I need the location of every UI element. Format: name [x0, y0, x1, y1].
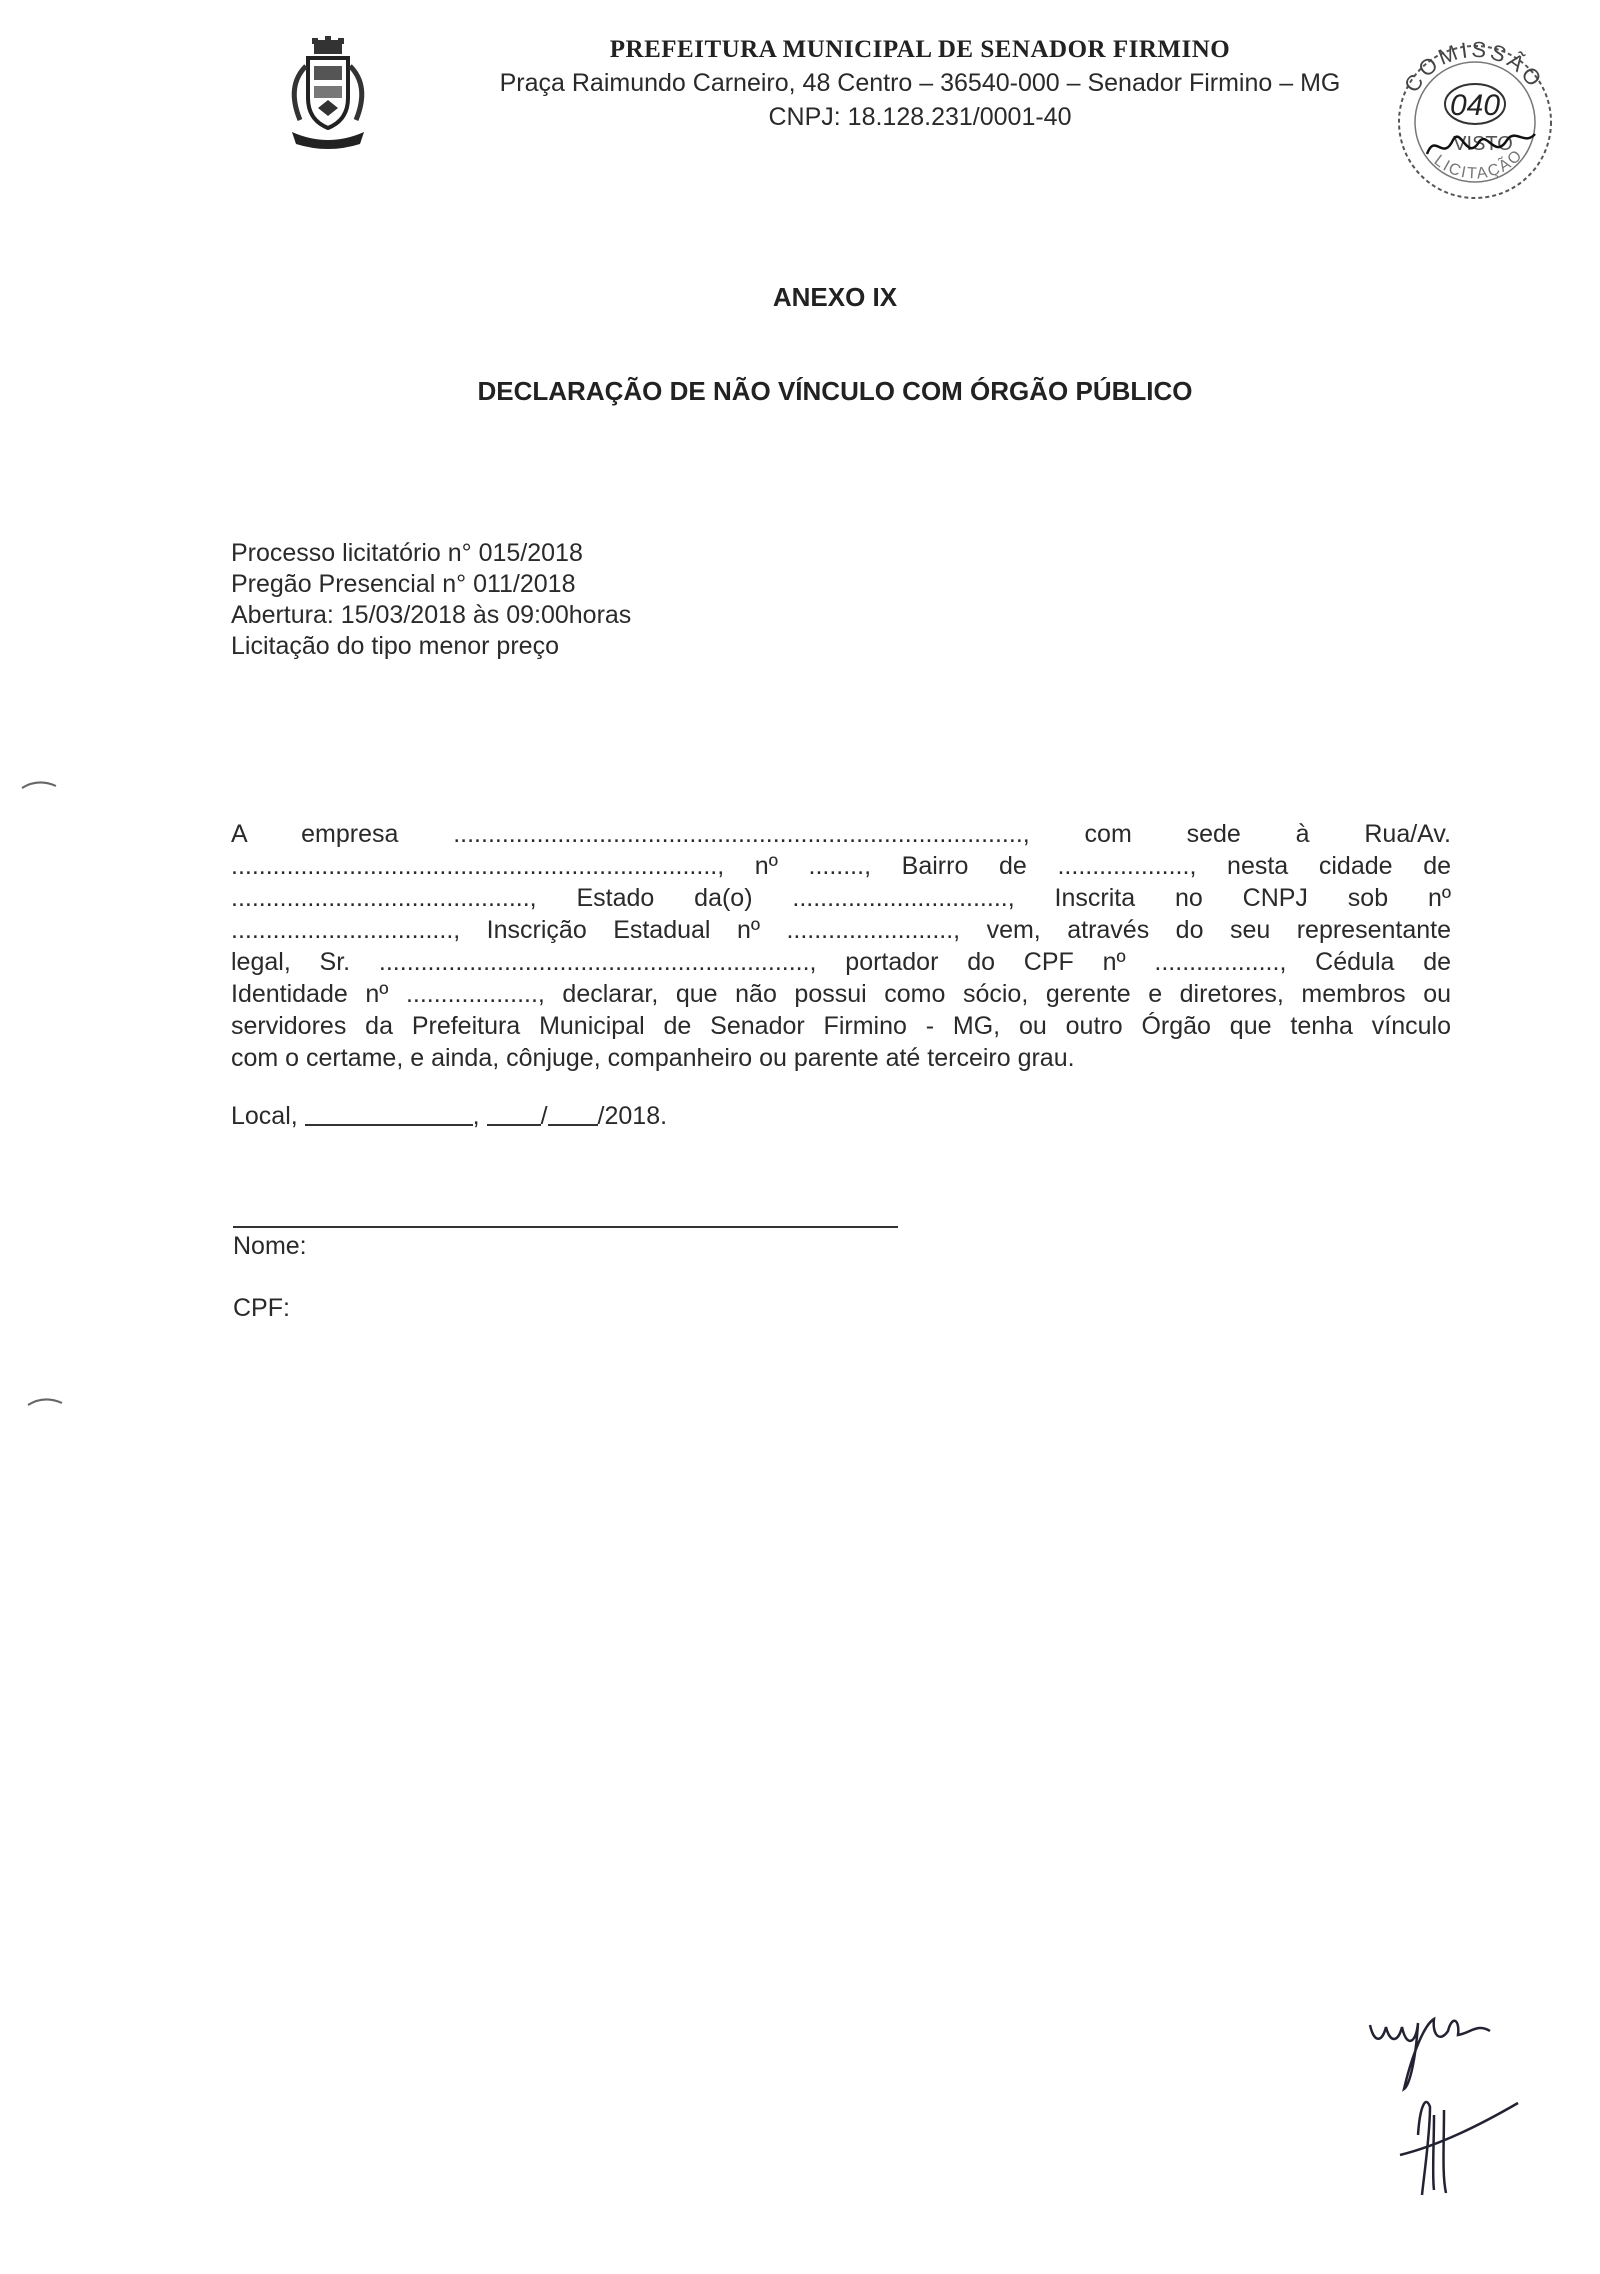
day-blank[interactable]: [487, 1124, 541, 1126]
local-label: Local,: [231, 1102, 298, 1130]
stamp-top-text: COMISSÃO: [1398, 36, 1549, 97]
process-info: [231, 538, 631, 662]
body-line: servidores da Prefeitura Municipal de Senador Firmino - MG, ou outro Órgão que tenha vínculo: [231, 1012, 1451, 1040]
signature-line[interactable]: [233, 1226, 898, 1228]
body-line: ..........................................., Estado da(o) ..............................., Inscrita no CNPJ sob nº: [231, 884, 1451, 912]
auction-number: Pregão Presencial n° 011/2018: [231, 570, 576, 598]
bid-type: Licitação do tipo menor preço: [231, 632, 559, 660]
organization-name: PREFEITURA MUNICIPAL DE SENADOR FIRMINO: [609, 36, 1231, 63]
municipal-coat-of-arms-icon: [278, 36, 378, 154]
body-line: Identidade nº ..................., declarar, que não possui como sócio, gerente e diretores, membros ou: [231, 980, 1451, 1008]
body-line: legal, Sr. .............................................................., portador do CPF nº .................., Cédula de: [231, 948, 1451, 976]
stamp-bottom-text: LICITAÇÃO: [1430, 146, 1527, 183]
letterhead: [420, 34, 1420, 134]
cpf-label: CPF:: [233, 1294, 290, 1322]
month-blank[interactable]: [548, 1124, 598, 1126]
date-slash: /: [540, 1102, 548, 1130]
scan-mark-icon: [20, 778, 60, 792]
declaration-body: [231, 818, 1451, 1074]
local-date-line: [231, 1102, 667, 1131]
stamp-visto: VISTO: [1453, 133, 1513, 155]
body-line: ......................................................................, nº ........, Bairro de ..................., nesta cidade de: [231, 852, 1451, 880]
handwritten-initials: [1360, 1985, 1540, 2205]
body-line: ................................, Inscrição Estadual nº ........................, vem, através do seu representante: [231, 916, 1451, 944]
scan-mark-icon: [26, 1395, 66, 1409]
process-number: Processo licitatório n° 015/2018: [231, 539, 583, 567]
opening-date: Abertura: 15/03/2018 às 09:00horas: [231, 601, 632, 629]
commission-stamp: [1375, 22, 1575, 202]
annex-title: ANEXO IX: [772, 282, 898, 312]
organization-address: Praça Raimundo Carneiro, 48 Centro – 36540-000 – Senador Firmino – MG: [499, 69, 1341, 97]
body-line: A empresa .................................................................................., com sede à Rua/Av.: [231, 820, 1451, 848]
stamp-number: 040: [1449, 89, 1501, 122]
year-text: /2018.: [597, 1102, 668, 1130]
name-label: Nome:: [233, 1232, 307, 1260]
declaration-title: DECLARAÇÃO DE NÃO VÍNCULO COM ÓRGÃO PÚBLICO: [477, 376, 1193, 406]
organization-cnpj: CNPJ: 18.128.231/0001-40: [768, 103, 1072, 131]
local-blank[interactable]: [305, 1124, 473, 1126]
local-separator: ,: [472, 1102, 480, 1130]
body-line: com o certame, e ainda, cônjuge, companheiro ou parente até terceiro grau.: [231, 1044, 1075, 1072]
